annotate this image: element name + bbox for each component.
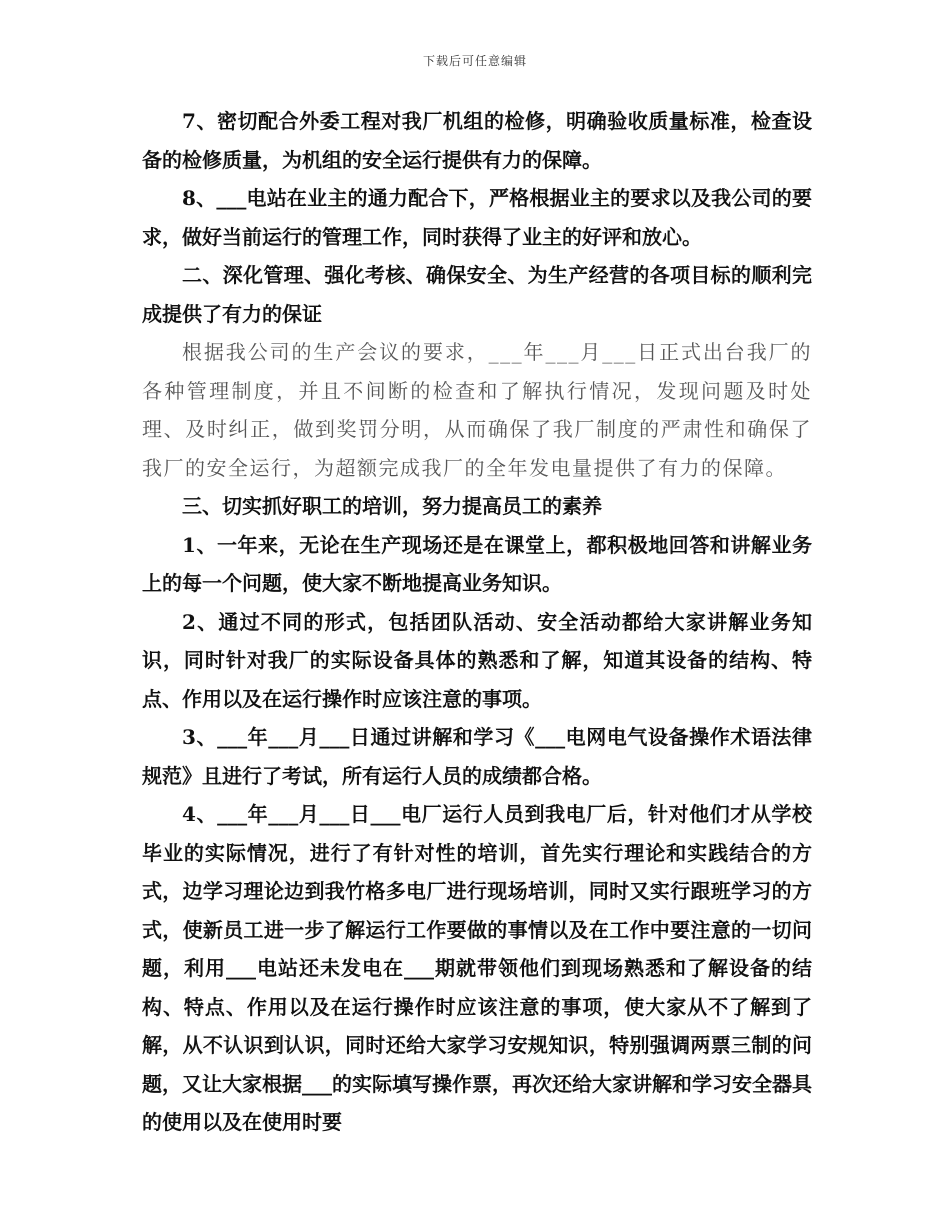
paragraph-item-7: 7、密切配合外委工程对我厂机组的检修，明确验收质量标准，检查设备的检修质量，为机组的安全运行提供有力的保障。 xyxy=(142,109,812,172)
section-heading-2: 二、深化管理、强化考核、确保安全、为生产经营的各项目标的顺利完成提供了有力的保证 xyxy=(142,263,812,326)
document-body xyxy=(142,102,812,1142)
paragraph-training-2: 2、通过不同的形式，包括团队活动、安全活动都给大家讲解业务知识，同时针对我厂的实际设备具体的熟悉和了解，知道其设备的结构、特点、作用以及在运行操作时应该注意的事项。 xyxy=(142,609,812,711)
paragraph-item-8: 8、___电站在业主的通力配合下，严格根据业主的要求以及我公司的要求，做好当前运行的管理工作，同时获得了业主的好评和放心。 xyxy=(142,186,812,249)
paragraph-training-1: 1、一年来，无论在生产现场还是在课堂上，都积极地回答和讲解业务上的每一个问题，使大家不断地提高业务知识。 xyxy=(142,532,812,595)
page-header: 下载后可任意编辑 xyxy=(422,54,527,68)
section-heading-3: 三、切实抓好职工的培训，努力提高员工的素养 xyxy=(182,494,602,518)
paragraph-training-4: 4、___年___月___日___电厂运行人员到我电厂后，针对他们才从学校毕业的实际情况，进行了有针对性的培训，首先实行理论和实践结合的方式，边学习理论边到我竹格多电厂进行现场培训，同时又实行跟班学习的方式，使新员工进一步了解运行工作要做的事情以及在工作中要注意的一切问题，利用___电站还未发电在___期就带领他们到现场熟悉和了解设备的结构、特点、作用以及在运行操作时应该注意的事项，使大家从不了解到了解，从不认识到认识，同时还给大家学习安规知识，特别强调两票三制的问题，又让大家根据___的实际填写操作票，再次还给大家讲解和学习安全器具的使用以及在使用时要 xyxy=(142,802,812,1134)
paragraph-management-system: 根据我公司的生产会议的要求，___年___月___日正式出台我厂的各种管理制度，并且不间断的检查和了解执行情况，发现问题及时处理、及时纠正，做到奖罚分明，从而确保了我厂制度的严肃性和确保了我厂的安全运行，为超额完成我厂的全年发电量提供了有力的保障。 xyxy=(142,340,812,480)
paragraph-training-3: 3、___年___月___日通过讲解和学习《___电网电气设备操作术语法律规范》且进行了考试，所有运行人员的成绩都合格。 xyxy=(142,725,812,788)
